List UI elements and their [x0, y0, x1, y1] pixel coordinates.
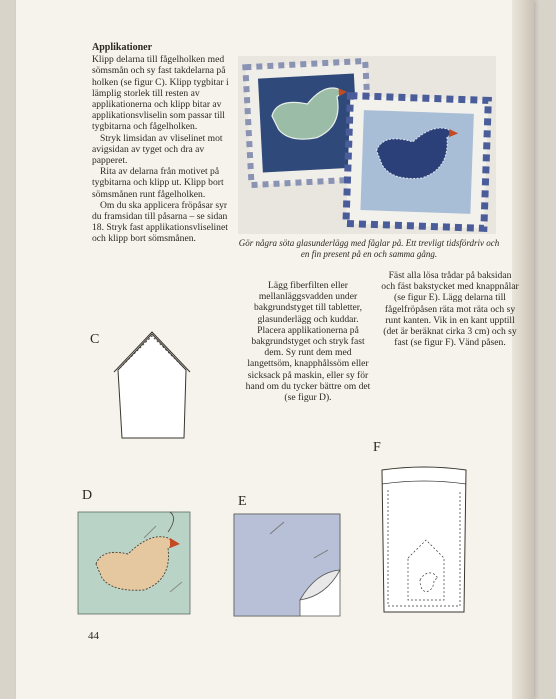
page: [16, 0, 534, 699]
page-number: 44: [88, 630, 99, 642]
instructions-column-2: Lägg fiberfilten eller mellanläggsvadden under bakgrundstyget till tabletter, glasunderlägg och kuddar. Placera applikationerna på bakgrundstyget och stryk fast dem. Sy runt dem med langettsöm, knapphålssöm eller sicksack på maskin, eller sy för hand om du tycker bättre om det (se figur D).: [245, 280, 371, 404]
paragraph-3: Rita av delarna från motivet på tygbitarna och klipp ut. Klipp bort sömsmånen runt fågelholken.: [92, 166, 224, 200]
figure-c-label: C: [90, 332, 100, 347]
book-spine: [512, 0, 534, 699]
instructions-column-3: Fäst alla lösa trådar på baksidan och fäst bakstycket med knappnålar (se figur E). Lägg delarna till fågelfröpåsen räta mot räta och sy runt kanten. Vik in en kant upptill (det är beräknat cirka 3 cm) och sy fast (se figur F). Vänd påsen.: [381, 270, 519, 349]
figure-c-birdhouse: [96, 330, 206, 440]
figure-d-applique: [74, 508, 194, 618]
photo-caption: Gör några söta glasunderlägg med fåglar på. Ett trevligt tidsfördriv och en fin present på en och samma gång.: [238, 238, 500, 259]
figure-d-label: D: [82, 488, 93, 503]
paragraph-2: Stryk limsidan av vliselinet mot avigsidan av tyget och dra av papperet.: [92, 132, 223, 167]
section-heading: Applikationer: [92, 42, 153, 53]
paragraph-1: Klipp delarna till fågelholken med sömsmån och sy fast takdelarna på holken (se figur C). Klipp tygbitar i lämplig storlek till resten av applikationerna och klipp bitar av applikationsvliselin som passar till tygbitarna och fågelholken.: [92, 54, 229, 133]
coasters-photo: [238, 56, 496, 234]
paragraph-4: Om du ska applicera fröpåsar syr du framsidan till påsarna – se sidan 18. Stryk fast applikationsvliselinet och klipp bort sömsmånen.: [92, 199, 228, 245]
figure-f-seed-bag: [376, 460, 476, 620]
figure-e-pinned-layers: [230, 510, 350, 620]
figure-e-label: E: [238, 494, 247, 509]
instructions-column-1: [92, 42, 232, 245]
figure-f-label: F: [373, 440, 381, 455]
